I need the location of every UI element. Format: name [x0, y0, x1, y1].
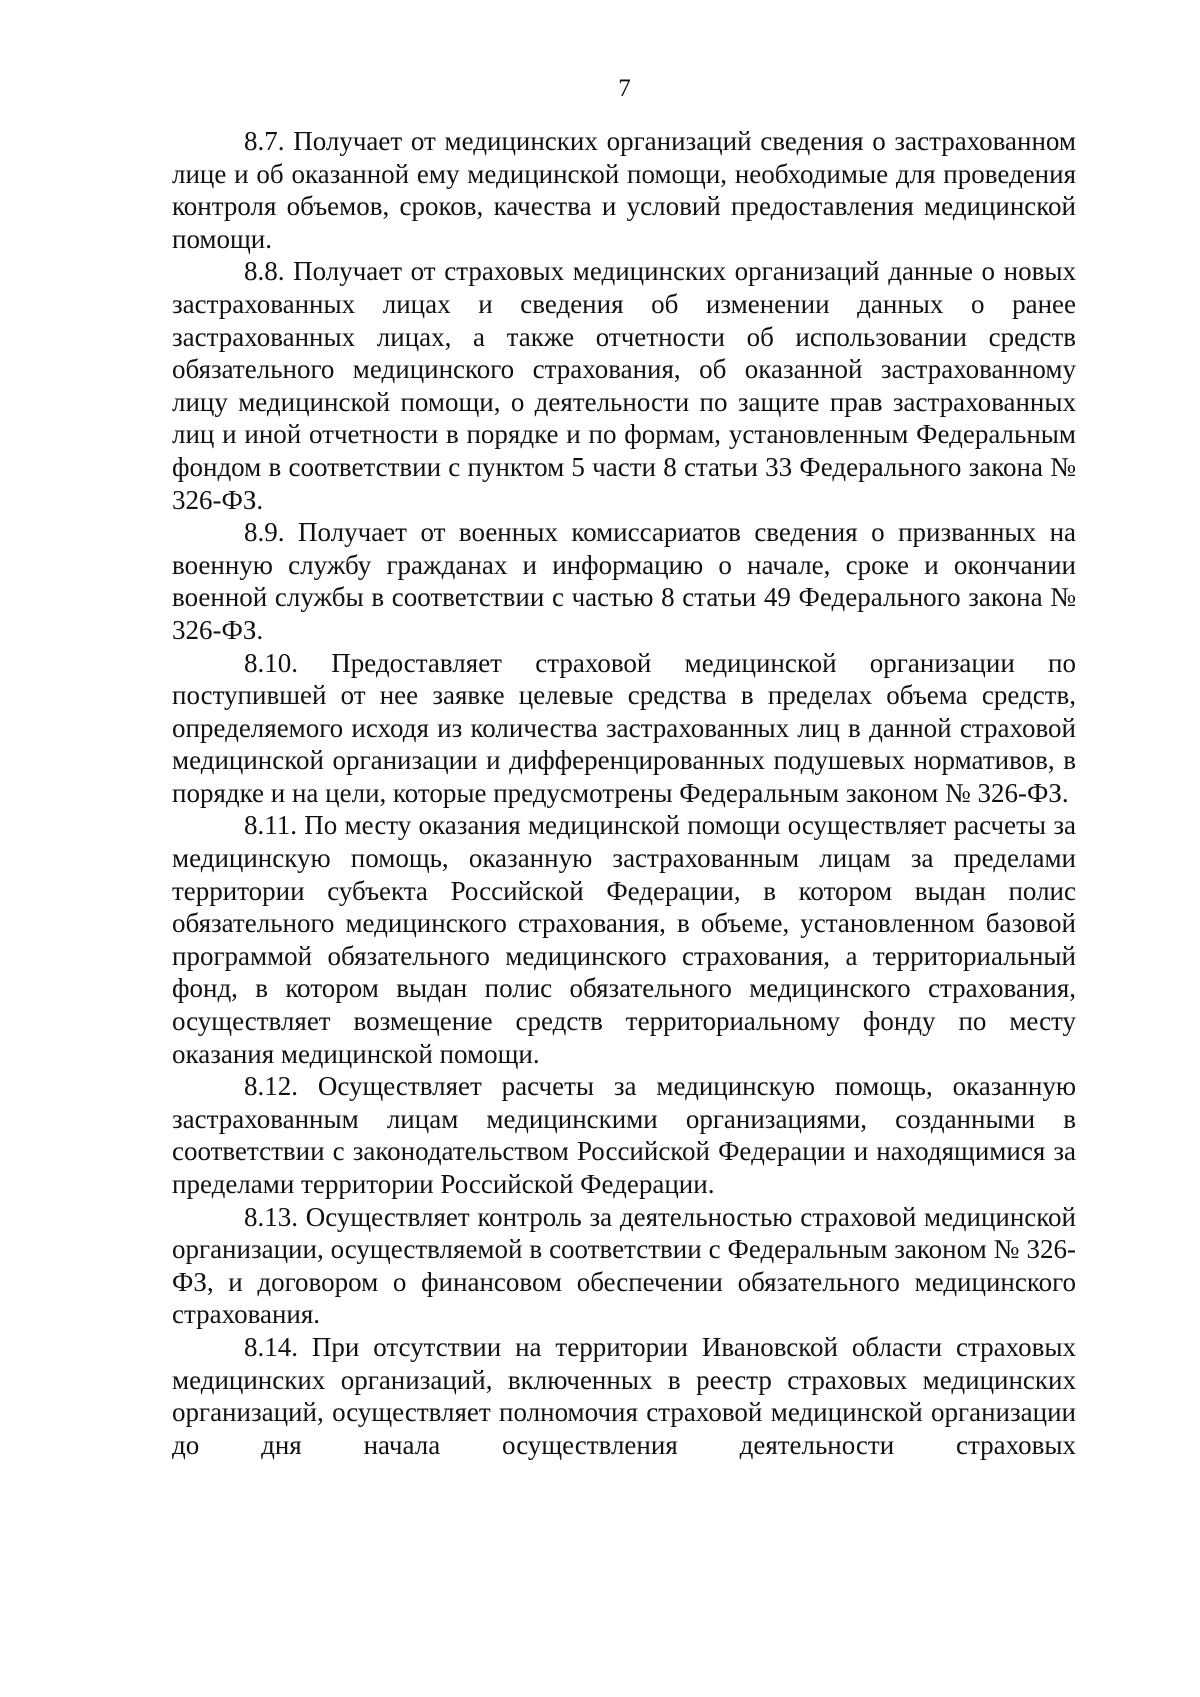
paragraph-8-14: 8.14. При отсутствии на территории Ивановской области страховых медицинских организаций, включенных в реестр страховых медицинских организаций, осуществляет полномочия страховой медицинской организации до дня начала осуществления деятельности страховых [172, 1331, 1076, 1460]
page-number: 7 [618, 75, 631, 102]
paragraph-8-8: 8.8. Получает от страховых медицинских организаций данные о новых застрахованных лицах и сведения об изменении данных о ранее застрахованных лицах, а также отчетности об использовании средств обязательного медицинского страхования, об оказанной застрахованному лицу медицинской помощи, о деятельности по защите прав застрахованных лиц и иной отчетности в порядке и по формам, установленным Федеральным фондом в соответствии с пунктом 5 части 8 статьи 33 Федерального закона № 326-ФЗ. [172, 256, 1076, 515]
document-body [172, 125, 1076, 1461]
paragraph-8-7: 8.7. Получает от медицинских организаций сведения о застрахованном лице и об оказанной ему медицинской помощи, необходимые для проведения контроля объемов, сроков, качества и условий предоставления медицинской помощи. [172, 126, 1076, 254]
paragraph-8-11: 8.11. По месту оказания медицинской помощи осуществляет расчеты за медицинскую помощь, оказанную застрахованным лицам за пределами территории субъекта Российской Федерации, в котором выдан полис обязательного медицинского страхования, в объеме, установленном базовой программой обязательного медицинского страхования, а территориальный фонд, в котором выдан полис обязательного медицинского страхования, осуществляет возмещение средств территориальному фонду по месту оказания медицинской помощи. [172, 810, 1076, 1069]
paragraph-8-13: 8.13. Осуществляет контроль за деятельностью страховой медицинской организации, осуществляемой в соответствии с Федеральным законом № 326-ФЗ, и договором о финансовом обеспечении обязательного медицинского страхования. [172, 1201, 1076, 1330]
paragraph-8-9: 8.9. Получает от военных комиссариатов сведения о призванных на военную службу гражданах и информацию о начале, сроке и окончании военной службы в соответствии с частью 8 статьи 49 Федерального закона № 326-ФЗ. [172, 517, 1076, 645]
paragraph-8-10: 8.10. Предоставляет страховой медицинской организации по поступившей от нее заявке целевые средства в пределах объема средств, определяемого исходя из количества застрахованных лиц в данной страховой медицинской организации и дифференцированных подушевых нормативов, в порядке и на цели, которые предусмотрены Федеральным законом № 326-ФЗ. [172, 647, 1076, 808]
paragraph-8-12: 8.12. Осуществляет расчеты за медицинскую помощь, оказанную застрахованным лицам медицинскими организациями, созданными в соответствии с законодательством Российской Федерации и находящимися за пределами территории Российской Федерации. [172, 1071, 1076, 1199]
